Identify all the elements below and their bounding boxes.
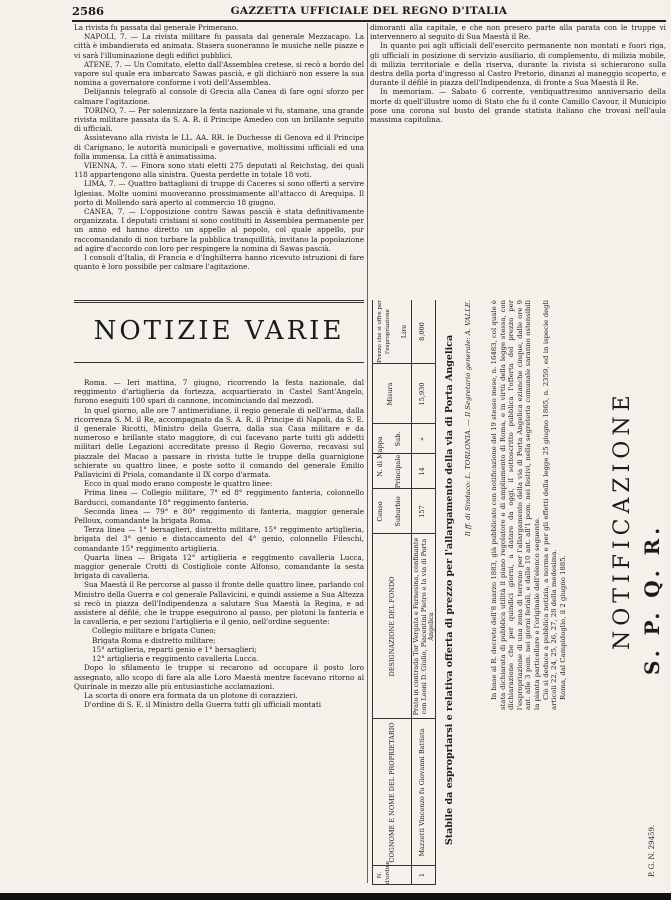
page-header [72,4,666,22]
row-misura: 15,930 [418,382,426,406]
notice-block [372,300,666,885]
row-description: Prato in contrada Tor Vergata e Farnesina, confinante con Leoni D. Giulio, Piacentini Pietro e la via di Porta Angelica [412,537,435,716]
row-principale: 14 [418,467,426,476]
paragraph: D'ordine di S. E. il Ministro della Guerra tutti gli ufficiali montati [84,700,322,710]
table-title: Stabile da espropriarsi e relativa offerta di prezzo per l'allargamento della via di Porta Angelica [444,334,455,846]
notice-title: NOTIFICAZIONE [610,390,635,650]
protocol-number: P. G. N. 29459. [648,824,656,877]
paragraph: Delijannis telegrafò al console di Grecia alla Canea di fare ogni sforzo per calmare l'agitazione. [74,87,364,106]
paragraph: In quel giorno, alle ore 7 antimeridiane, il regio generale di nell'arma, dalla ricorrenza S. M. il Re, accompagnato da S. A. R. il Principe di Napoli, da S. E. il generale Ricotti, Ministro della Guerra, dalla sua Casa militare e da numeroso e brillante stato maggiore, di cui facevano parte tutti gli addetti militari delle Legazioni accreditate presso il Regio Governo, recavasi sul piazzale del Macao a passare in rivista tutte le truppe della guarnigione schierate su quattro linee, e poste sotto il comando del generale Emilio Pallavicini di Priola, comandante il IX corpo d'armata. [74,405,364,480]
paragraph: VIENNA, 7. — Finora sono stati eletti 275 deputati al Reichstag, dei quali 118 appartengono alla sinistra. Questa perdette in totale 18 voti. [74,161,364,180]
page-bottom-edge [0,893,671,900]
paragraph: Quarta linea — Brigata 12° artiglieria e reggimento cavalleria Lucca, maggior generale Crotti di Costigliole conte Alfonso, comandante la sesta brigata di cavalleria. [74,552,364,581]
notice-body [490,300,567,710]
header-price: Prezzo che si offre per l'espropriazione [377,300,391,363]
header-owner: COGNOME E NOME DEL PROPRIETARIO [388,722,396,863]
list-item: Collegio militare e brigata Cuneo; [92,626,217,636]
paragraph: In quanto poi agli ufficiali dell'esercito permanente non montati e fuori riga, gli ufficiali in posizione di servizio ausiliario, di complemento, di milizia mobile, di milizia territoriale e della riserva, durante la rivista si schierarono sulla destra della porta d'ingresso al Castro Pretorio, dinanzi al maneggio scoperto, e durante il défilé in piazza dell'Indipendenza, di fronte a Sua Maestà il Re. [370,41,666,88]
header-misura: Misura [386,382,394,406]
header-description: DESIGNAZIONE DEL FONDO [388,576,396,677]
paragraph: I consoli d'Italia, di Francia e d'Inghilterra hanno ricevuto istruzioni di fare quanto è loro possibile per calmare l'agitazione. [74,253,364,272]
signature-line: Il ff. di Sindaco: L. TORLONIA. — Il Segretario generale: A. VALLE. [464,300,472,537]
paragraph: La scorta di onore era formata da un plotone di corazzieri. [84,690,298,700]
paragraph: Assistevano alla rivista le LL. AA. RR. le Duchesse di Genova ed il Principe di Carignano, le autorità municipali e governative, moltissimi ufficiali ed una folla immensa. La città è animatissima. [74,133,364,161]
row-sub: » [418,437,426,441]
paragraph: In base al R. decreto dell'8 marzo 1883, già pubblicato con notificazione del 19 stesso mese, n. 16483, col quale è stata dichiarata di pubblica utilità il piano regolatore e di ampliamento di Roma, e in virtù della legge stessa, con dichiarazione che per quindici giorni, a datare da oggi, il sottoscritto pubblica l'offerta del prezzo per l'espropriazione di una zona di terreno per l'allargamento della via di Porta Angelica ezianche cinque, dalle ore 9 ant. alle 3 pom. nei giorni feriali, e dalle 10 ant. all'1 pom. nei festivi, nella segreteria comunale saranno ostensibili la pianta particellare e l'originale dell'elenco seguente. [490,300,541,710]
row-suburbio: 157 [418,505,426,518]
notizie-varie-column [74,378,364,709]
list-item: Brigata Roma e distretto militare; [92,635,216,645]
paragraph: Roma, dal Campidoglio, il 2 giugno 1885. [558,555,567,700]
paragraph: Dopo lo sfilamento le truppe si recarono ad occupare il posto loro assegnato, allo scopo di fare ala alle Loro Maestà mentre facevano ritorno al Quirinale in mezzo alle più entusiastiche acclamazioni. [74,663,364,691]
paragraph: Roma. — Ieri mattina, 7 giugno, ricorrendo la festa nazionale, dal reggimento d'artiglieria da fortezza, acquartierato in Castel Sant'Angelo, furono eseguiti 100 spari di cannone, incominciando dal mezzodì. [74,378,364,406]
divider [74,302,364,303]
paragraph: TORINO, 7. — Per solennizzare la festa nazionale vi fu, stamane, una grande rivista militare passata da S. A. R. il Principe Amedeo con un brillante seguito di ufficiali. [74,105,364,134]
paragraph: CANEA, 7. — L'opposizione contro Sawas pascià è stata definitivamente organizzata. I deputati cristiani si sono costituiti in Assemblea permanente per un anno ed hanno diretto un appello al popolo, col quale appello, pur raccomandando di non turbare la pubblica tranquillità, invitano la popolazione ad agire d'accordo con loro per respingere la nomina di Sawas pascià. [74,207,364,253]
paragraph: NAPOLI, 7. — La rivista militare fu passata dal generale Mezzacapo. La città è imbandierata ed animata. Stasera suoneranno le musiche nelle piazze e vi sarà l'illuminazione degli edifici pubblici. [74,32,364,60]
header-lire: Lire [400,324,408,339]
paragraph: dimoranti alla capitale, e che non presero parte alla parata con le truppe vi intervennero al seguito di Sua Maestà il Re. [370,23,666,42]
column-divider [367,23,368,883]
paragraph: In memoriam. — Sabato 6 corrente, ventiquattresimo anniversario della morte di quell'illustre uomo di Stato che fu il conte Camillo Cavour, il Municipio pose una corona sul busto del grande statista italiano che trovasi nell'aula massima capitolina. [370,87,666,125]
notice-heading: S. P. Q. R. [640,523,664,675]
paragraph: Seconda linea — 79° e 80° reggimento di fanteria, maggior generale Pelloux, comandante la brigata Roma. [74,506,364,526]
telegram-news-column [74,23,364,271]
list-item: 12° artiglieria e reggimento cavalleria Lucca. [92,654,259,664]
newspaper-title: GAZZETTA UFFICIALE DEL REGNO D'ITALIA [230,5,508,17]
row-owner: Mazzetti Vincenzo fu Giovanni Battista [418,728,426,857]
header-mappa: N. di Mappa [376,436,384,477]
paragraph: ATENE, 7. — Un Comitato, eletto dall'Assemblea cretese, si recò a bordo del vapore sul quale era imbarcato Sawas pascià, e gli dichiarò non essere la sua nomina a governatore conforme i voti dell'Assemblea. [74,59,364,88]
divider [74,362,364,363]
row-num: 1 [418,872,426,878]
paragraph: Ciò si deduce a pubblica notizia, a norma e per gli effetti della legge 25 giugno 1865, n. 2359, ed in ispecie degli articoli 22, 24, 25, 26, 27, 28 della medesima. [541,300,559,710]
rotated-notice [372,300,666,885]
header-censo: Censo [376,501,384,522]
header-sub: Sub. [394,431,402,447]
right-column-text [370,23,666,124]
paragraph: Sua Maestà il Re percorse al passo il fronte delle quattro linee, parlando col Ministro della Guerra e col generale Pallavicini, e quindi assieme a Sua Altezza si recò in piazza dell'Indipendenza a salutare Sua Maestà la Regina, e ad assistere al défilé, che le truppe eseguirono al passo, per plotoni la fanteria e la cavalleria, e per sezioni l'artiglieria e il genio, nell'ordine seguente: [74,580,364,627]
divider [74,300,364,301]
list-item: 15° artiglieria, reparti genio e 1° bersaglieri; [92,644,257,654]
expropriation-table [372,300,436,885]
paragraph: LIMA, 7. — Quattro battaglioni di truppe di Caceres si sono offerti a servire Iglesias. Molte uomini muoveranno prossimamente all'attacco di Arequipa. Il porto di Mollendo sarà aperto al commercio 18 giugno. [74,179,364,207]
row-lire: 8,000 [418,322,426,341]
header-principale: Principale [394,454,402,489]
header-num: N. d'ordine [377,860,391,884]
page-number: 2586 [72,4,105,18]
paragraph: Ecco in qual modo erano composte le quattro linee: [84,479,273,489]
paragraph: Terza linea — 1° bersaglieri, distretto militare, 15° reggimento artiglieria, brigata del 3° genio e distaccamento del 4° genio, colonnello Fileschi, comandante 15° reggimento artiglieria. [74,525,364,553]
header-suburbio: Suburbio [394,496,402,527]
paragraph: La rivista fu passata dal generale Primerano. [74,23,239,32]
section-title: NOTIZIE VARIE [93,316,345,346]
paragraph: Prima linea — Collegio militare, 7° ed 8° reggimento fanteria, colonnello Barducci, comandante 18° reggimento fanteria. [74,488,364,507]
